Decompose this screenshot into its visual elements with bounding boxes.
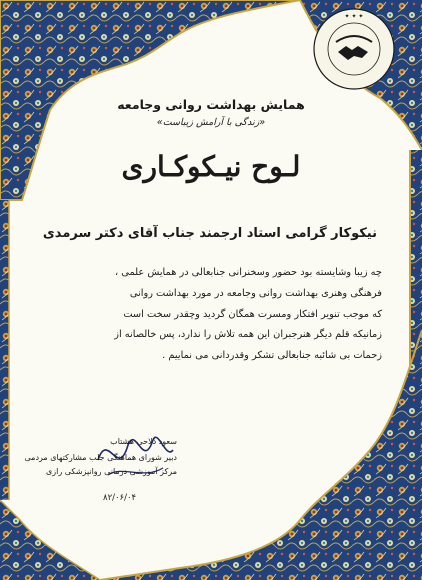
certificate-title: لـوح نیـکوکـاری <box>121 150 301 183</box>
organization-logo <box>308 6 400 92</box>
ornament-bottom-left <box>0 500 100 580</box>
ornament-left-edge <box>0 200 9 500</box>
svg-text:✦ ✦ ✦: ✦ ✦ ✦ <box>344 13 364 20</box>
body-line: زمانیکه قلم دیگر هنرجبران این همه تلاش را ندارد، پس خالصانه از <box>114 329 382 341</box>
signatory-name: سعود ذلاحی هشتاب <box>110 437 177 446</box>
issue-date: ۸۲/۰۶/۰۴ <box>103 493 137 503</box>
conference-title: همایش بهداشت روانی وجامعه <box>117 97 305 112</box>
certificate-body <box>37 263 382 367</box>
recipient-line: نیکوکار گرامی استاد ارجمند جناب آقای دکتر سرمدی <box>42 226 377 241</box>
slogan: «زندگی با آرامش زیباست» <box>156 117 266 128</box>
body-line: فرهنگی وهنری بهداشت روانی وجامعه در مورد بهداشت روانی <box>129 287 382 299</box>
body-line: چه زیبا وشایسته بود حضور وسخنرانی جنابعالی در همایش علمی ، <box>115 267 382 278</box>
body-line: زحمات بی شائبه جنابعالی تشکر وقدردانی می نماییم . <box>162 350 382 362</box>
signatory-organization: مرکز آموزشی درمانی روانپزشکی رازی <box>45 467 177 476</box>
signatory-title: دبیر شورای هماهنگی جلب مشارکتهای مردمی <box>24 453 177 462</box>
body-line: که موجب تنویر افتکار ومسرت همگان گردید وچقدر سخت است <box>123 308 382 320</box>
